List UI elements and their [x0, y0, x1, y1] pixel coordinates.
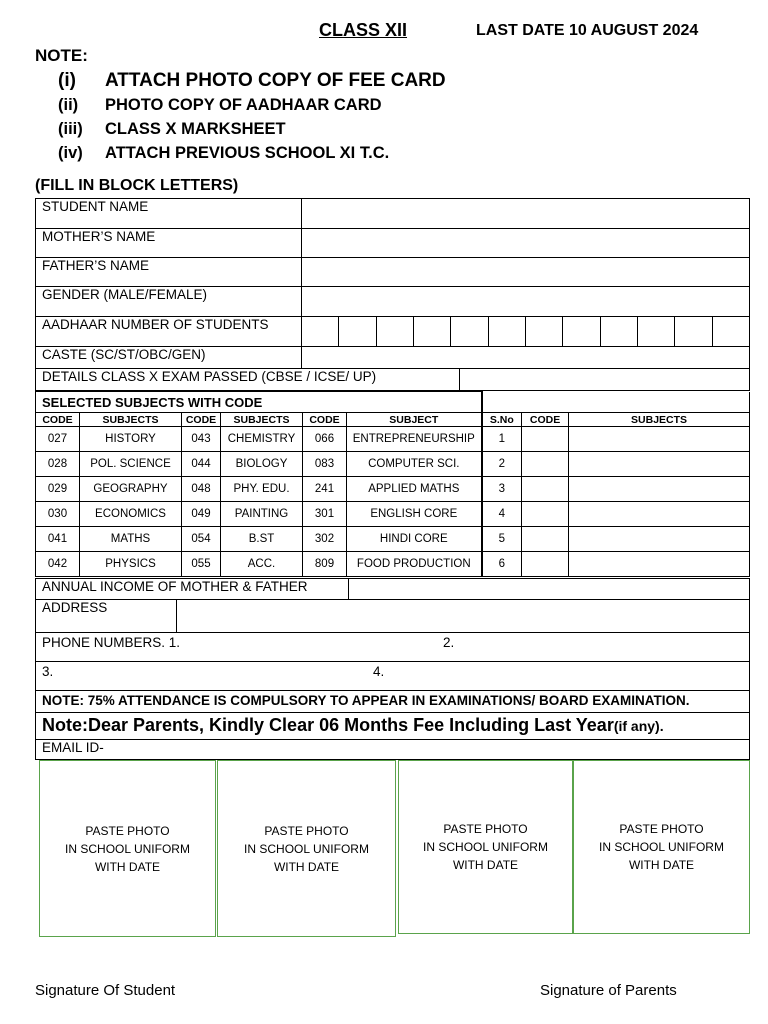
gender-label: GENDER (MALE/FEMALE)	[36, 287, 302, 317]
subject-name: B.ST	[221, 527, 303, 552]
fee-note-main: Note:Dear Parents, Kindly Clear 06 Months Fee Including Last Year	[42, 715, 614, 735]
subjects-title: SELECTED SUBJECTS WITH CODE	[36, 392, 482, 413]
aadhaar-digit-box[interactable]	[675, 317, 712, 347]
email-label: EMAIL ID-	[42, 740, 104, 755]
serial-number: 6	[482, 552, 522, 577]
subject-code: 066	[303, 427, 347, 452]
subject-name: HISTORY	[80, 427, 182, 452]
notes-table	[35, 690, 750, 760]
subject-code: 043	[182, 427, 221, 452]
subject-code: 809	[303, 552, 347, 577]
note-item-number: (ii)	[58, 96, 79, 114]
aadhaar-digit-box[interactable]	[376, 317, 413, 347]
phone-row-2[interactable]	[36, 662, 750, 691]
address-field[interactable]	[177, 600, 750, 633]
address-label: ADDRESS	[36, 600, 177, 633]
selected-subject-field[interactable]	[569, 502, 750, 527]
selected-code-field[interactable]	[522, 527, 569, 552]
subject-code: 044	[182, 452, 221, 477]
mother-name-label: MOTHER’S NAME	[36, 229, 302, 258]
subject-header: SUBJECT	[347, 413, 482, 427]
subject-code: 055	[182, 552, 221, 577]
subject-code: 028	[36, 452, 80, 477]
subject-name: HINDI CORE	[347, 527, 482, 552]
subject-name: ENTREPRENEURSHIP	[347, 427, 482, 452]
photo-box-label	[423, 820, 548, 874]
phone-number-3-label: 3.	[42, 664, 54, 679]
mother-name-field[interactable]	[302, 229, 750, 258]
subject-code: 029	[36, 477, 80, 502]
photo-line: IN SCHOOL UNIFORM	[599, 840, 724, 854]
photo-box-2	[217, 760, 396, 937]
phone-row-1[interactable]	[36, 633, 750, 662]
subjects-header: SUBJECTS	[221, 413, 303, 427]
subject-code: 302	[303, 527, 347, 552]
subject-code: 048	[182, 477, 221, 502]
aadhaar-digit-box[interactable]	[451, 317, 488, 347]
aadhaar-digit-box[interactable]	[712, 317, 749, 347]
father-name-label: FATHER’S NAME	[36, 258, 302, 287]
photo-line: WITH DATE	[94, 859, 161, 874]
aadhaar-digit-box[interactable]	[488, 317, 525, 347]
subject-name: MATHS	[80, 527, 182, 552]
serial-number: 3	[482, 477, 522, 502]
income-table	[35, 578, 750, 600]
class-x-field[interactable]	[460, 369, 750, 391]
code-header: CODE	[303, 413, 347, 427]
subject-code: 054	[182, 527, 221, 552]
subject-name: GEOGRAPHY	[80, 477, 182, 502]
serial-number: 1	[482, 427, 522, 452]
selected-subject-field[interactable]	[569, 427, 750, 452]
email-row[interactable]	[36, 740, 750, 760]
subject-code: 042	[36, 552, 80, 577]
personal-details-table	[35, 198, 750, 317]
subject-code: 083	[303, 452, 347, 477]
subject-code: 027	[36, 427, 80, 452]
note-item-text: ATTACH PHOTO COPY OF FEE CARD	[105, 70, 446, 91]
photo-line: PASTE PHOTO	[85, 823, 170, 838]
photo-line: IN SCHOOL UNIFORM	[244, 841, 369, 856]
subject-name: BIOLOGY	[221, 452, 303, 477]
selected-code-field[interactable]	[522, 427, 569, 452]
selected-subject-field[interactable]	[569, 477, 750, 502]
photo-line: IN SCHOOL UNIFORM	[423, 840, 548, 854]
fill-instruction: (FILL IN BLOCK LETTERS)	[35, 177, 239, 194]
subject-row	[36, 502, 750, 527]
caste-field[interactable]	[302, 347, 750, 369]
parents-signature-label: Signature of Parents	[540, 982, 677, 999]
subjects-header: SUBJECTS	[80, 413, 182, 427]
fee-note	[36, 713, 750, 740]
subject-code: 049	[182, 502, 221, 527]
phone-number-2-label: 2.	[443, 635, 455, 650]
student-name-label: STUDENT NAME	[36, 199, 302, 229]
selected-code-field[interactable]	[522, 477, 569, 502]
note-heading: NOTE:	[35, 46, 88, 65]
subject-code: 301	[303, 502, 347, 527]
caste-label: CASTE (SC/ST/OBC/GEN)	[36, 347, 302, 369]
photo-box-label	[599, 820, 724, 874]
subject-name: CHEMISTRY	[221, 427, 303, 452]
subject-code: 030	[36, 502, 80, 527]
class-x-label: DETAILS CLASS X EXAM PASSED (CBSE / ICSE/ UP)	[36, 369, 460, 391]
subjects-table	[35, 391, 750, 577]
annual-income-label: ANNUAL INCOME OF MOTHER & FATHER	[36, 579, 349, 600]
photo-line: PASTE PHOTO	[264, 823, 349, 838]
fee-note-suffix: (if any).	[613, 718, 664, 734]
student-signature-label: Signature Of Student	[35, 982, 176, 999]
photo-line: IN SCHOOL UNIFORM	[65, 841, 190, 856]
selected-subject-field[interactable]	[569, 452, 750, 477]
photo-box-label	[65, 822, 190, 876]
aadhaar-digit-box[interactable]	[637, 317, 674, 347]
subject-name: COMPUTER SCI.	[347, 452, 482, 477]
annual-income-field[interactable]	[349, 579, 750, 600]
photo-line: PASTE PHOTO	[619, 822, 704, 836]
photo-line: WITH DATE	[273, 859, 340, 874]
aadhaar-digit-box[interactable]	[525, 317, 562, 347]
serial-number: 2	[482, 452, 522, 477]
attendance-note: NOTE: 75% ATTENDANCE IS COMPULSORY TO APPEAR IN EXAMINATIONS/ BOARD EXAMINATION.	[36, 691, 750, 713]
aadhaar-digit-box[interactable]	[302, 317, 339, 347]
phone-table	[35, 632, 750, 691]
serial-number: 4	[482, 502, 522, 527]
subject-name: FOOD PRODUCTION	[347, 552, 482, 577]
aadhaar-table	[35, 316, 750, 347]
subject-name: PAINTING	[221, 502, 303, 527]
sno-header: S.No	[482, 413, 522, 427]
father-name-field[interactable]	[302, 258, 750, 287]
photo-box-1	[39, 760, 216, 937]
note-item-number: (iii)	[58, 120, 83, 138]
photo-box-label	[244, 822, 369, 876]
subject-name: ECONOMICS	[80, 502, 182, 527]
code-header: CODE	[36, 413, 80, 427]
serial-number: 5	[482, 527, 522, 552]
subject-row	[36, 477, 750, 502]
subject-row	[36, 552, 750, 577]
photo-box-3	[398, 760, 573, 934]
aadhaar-label: AADHAAR NUMBER OF STUDENTS	[36, 317, 302, 347]
address-table	[35, 599, 750, 633]
subject-row	[36, 427, 750, 452]
note-item-text: ATTACH PREVIOUS SCHOOL XI T.C.	[105, 144, 390, 162]
subjects-title-blank	[482, 392, 750, 413]
subject-code: 241	[303, 477, 347, 502]
photo-line: WITH DATE	[452, 858, 519, 872]
selected-code-field[interactable]	[522, 502, 569, 527]
gender-field[interactable]	[302, 287, 750, 317]
photo-line: WITH DATE	[628, 858, 695, 872]
caste-table	[35, 346, 750, 369]
photo-box-4	[573, 760, 750, 934]
selected-subject-field[interactable]	[569, 527, 750, 552]
photo-line: PASTE PHOTO	[443, 822, 528, 836]
note-item-text: CLASS X MARKSHEET	[105, 120, 286, 138]
code-header: CODE	[522, 413, 569, 427]
subject-name: ACC.	[221, 552, 303, 577]
selected-code-field[interactable]	[522, 452, 569, 477]
selected-code-field[interactable]	[522, 552, 569, 577]
subject-row	[36, 527, 750, 552]
subject-name: ENGLISH CORE	[347, 502, 482, 527]
subject-code: 041	[36, 527, 80, 552]
subject-row	[36, 452, 750, 477]
subject-name: APPLIED MATHS	[347, 477, 482, 502]
note-item-text: PHOTO COPY OF AADHAAR CARD	[105, 96, 382, 114]
aadhaar-digit-box[interactable]	[600, 317, 637, 347]
student-name-field[interactable]	[302, 199, 750, 229]
class-x-table	[35, 368, 750, 391]
aadhaar-digit-box[interactable]	[413, 317, 450, 347]
aadhaar-digit-box[interactable]	[563, 317, 600, 347]
subject-name: PHYSICS	[80, 552, 182, 577]
note-item-number: (i)	[58, 70, 76, 91]
subjects-header: SUBJECTS	[569, 413, 750, 427]
page-title: CLASS XII	[319, 20, 408, 40]
aadhaar-digit-box[interactable]	[339, 317, 376, 347]
phone-number-4-label: 4.	[373, 664, 385, 679]
subject-name: POL. SCIENCE	[80, 452, 182, 477]
code-header: CODE	[182, 413, 221, 427]
phone-number-1-label: PHONE NUMBERS. 1.	[42, 635, 181, 650]
note-item-number: (iv)	[58, 144, 83, 162]
last-date: LAST DATE 10 AUGUST 2024	[476, 22, 699, 39]
subject-name: PHY. EDU.	[221, 477, 303, 502]
selected-subject-field[interactable]	[569, 552, 750, 577]
